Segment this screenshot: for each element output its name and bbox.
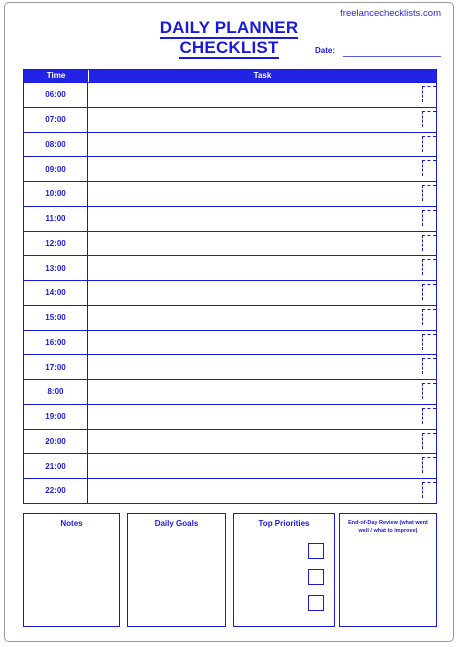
task-cell[interactable] [88, 380, 436, 404]
date-label: Date: [315, 46, 336, 55]
task-cell[interactable] [88, 405, 436, 429]
table-row [24, 156, 436, 181]
time-cell: 06:00 [24, 83, 88, 107]
table-row [24, 255, 436, 280]
task-checkbox[interactable] [422, 433, 436, 449]
daily-goals-box[interactable] [127, 513, 226, 627]
end-of-day-review-box[interactable] [339, 513, 437, 627]
notes-title: Notes [60, 519, 83, 528]
table-row [24, 379, 436, 404]
time-cell: 10:00 [24, 182, 88, 206]
time-cell: 14:00 [24, 281, 88, 305]
task-cell[interactable] [88, 430, 436, 454]
task-checkbox[interactable] [422, 457, 436, 473]
task-header: Task [253, 71, 272, 80]
site-url[interactable]: freelancechecklists.com [340, 8, 441, 19]
task-checkbox[interactable] [422, 86, 436, 102]
task-checkbox[interactable] [422, 482, 436, 498]
top-priorities-box [233, 513, 335, 627]
table-row [24, 107, 436, 132]
task-cell[interactable] [88, 83, 436, 107]
table-row [24, 206, 436, 231]
time-cell: 08:00 [24, 133, 88, 157]
task-cell[interactable] [88, 182, 436, 206]
table-row [24, 354, 436, 379]
top-priorities-title: Top Priorities [258, 519, 310, 528]
title-line-2: CHECKLIST [179, 38, 279, 57]
task-checkbox[interactable] [422, 383, 436, 399]
table-body [24, 82, 436, 503]
task-checkbox[interactable] [422, 111, 436, 127]
task-cell[interactable] [88, 355, 436, 379]
time-header: Time [24, 70, 89, 82]
table-header [24, 70, 436, 82]
table-row [24, 280, 436, 305]
priority-checkbox-1[interactable] [308, 543, 324, 559]
table-row [24, 181, 436, 206]
daily-goals-title: Daily Goals [154, 519, 199, 528]
task-checkbox[interactable] [422, 284, 436, 300]
task-cell[interactable] [88, 331, 436, 355]
date-field[interactable] [343, 56, 441, 57]
priority-checkbox-3[interactable] [308, 595, 324, 611]
task-cell[interactable] [88, 207, 436, 231]
planner-page [4, 2, 454, 642]
time-cell: 20:00 [24, 430, 88, 454]
table-row [24, 132, 436, 157]
task-checkbox[interactable] [422, 358, 436, 374]
task-cell[interactable] [88, 232, 436, 256]
time-cell: 12:00 [24, 232, 88, 256]
table-row [24, 330, 436, 355]
table-row [24, 453, 436, 478]
table-row [24, 305, 436, 330]
task-checkbox[interactable] [422, 185, 436, 201]
time-cell: 22:00 [24, 479, 88, 503]
task-cell[interactable] [88, 306, 436, 330]
table-row [24, 429, 436, 454]
task-cell[interactable] [88, 157, 436, 181]
table-row [24, 478, 436, 503]
schedule-table [23, 69, 437, 504]
time-cell: 13:00 [24, 256, 88, 280]
time-cell: 15:00 [24, 306, 88, 330]
table-row [24, 231, 436, 256]
notes-box[interactable] [23, 513, 120, 627]
task-cell[interactable] [88, 108, 436, 132]
priority-checkbox-2[interactable] [308, 569, 324, 585]
time-cell: 09:00 [24, 157, 88, 181]
title-line-1: DAILY PLANNER [159, 18, 299, 37]
task-cell[interactable] [88, 479, 436, 503]
task-checkbox[interactable] [422, 309, 436, 325]
task-checkbox[interactable] [422, 408, 436, 424]
time-cell: 19:00 [24, 405, 88, 429]
time-cell: 21:00 [24, 454, 88, 478]
task-cell[interactable] [88, 281, 436, 305]
time-cell: 8:00 [24, 380, 88, 404]
task-checkbox[interactable] [422, 235, 436, 251]
task-checkbox[interactable] [422, 334, 436, 350]
task-checkbox[interactable] [422, 160, 436, 176]
end-of-day-review-title: End-of-Day Review (what went well / what to improve) [348, 520, 428, 534]
task-checkbox[interactable] [422, 136, 436, 152]
time-cell: 17:00 [24, 355, 88, 379]
table-row [24, 404, 436, 429]
task-checkbox[interactable] [422, 210, 436, 226]
table-row [24, 82, 436, 107]
task-cell[interactable] [88, 454, 436, 478]
time-cell: 07:00 [24, 108, 88, 132]
time-cell: 16:00 [24, 331, 88, 355]
task-cell[interactable] [88, 256, 436, 280]
time-cell: 11:00 [24, 207, 88, 231]
task-checkbox[interactable] [422, 259, 436, 275]
task-cell[interactable] [88, 133, 436, 157]
